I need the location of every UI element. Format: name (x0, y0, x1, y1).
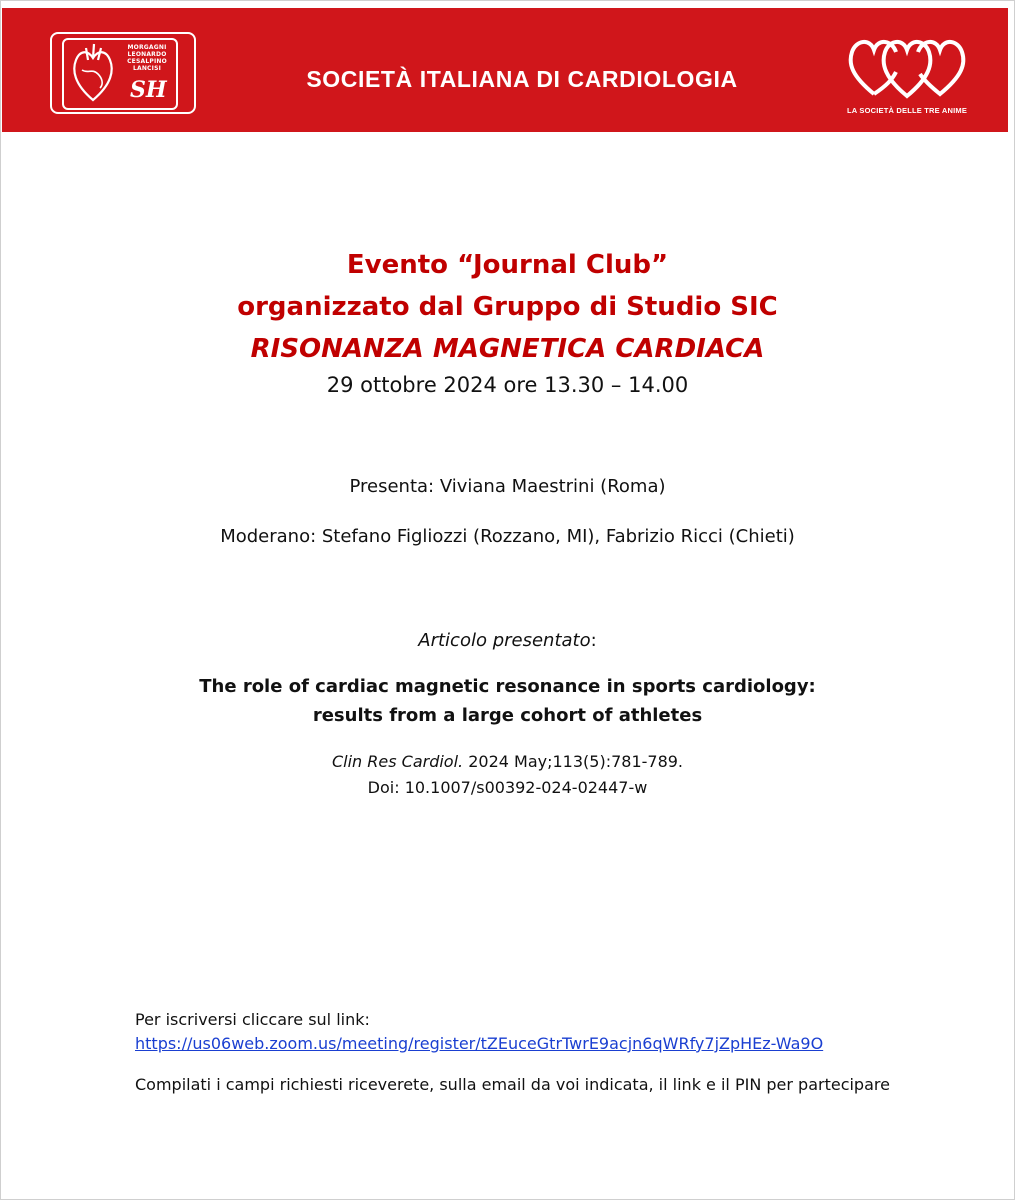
event-organizer: organizzato dal Gruppo di Studio SIC (237, 292, 778, 322)
logo-name: LANCISI (132, 65, 162, 72)
article-citation (0, 752, 1015, 771)
registration-link[interactable]: https://us06web.zoom.us/meeting/register/tZEuceGtrTwrE9acjn6qWRfy7jZpHEz-Wa9O (135, 1034, 824, 1053)
three-hearts-icon (846, 34, 968, 100)
registration-note: Compilati i campi richiesti riceverete, sulla email da voi indicata, il link e il PIN per partecipare (135, 1075, 890, 1094)
logo-name: CESALPINO (127, 58, 167, 65)
citation-details: 2024 May;113(5):781-789. (463, 752, 684, 771)
event-date: 29 ottobre 2024 ore 13.30 – 14.00 (326, 373, 689, 397)
registration-intro: Per iscriversi cliccare sul link: (135, 1010, 370, 1029)
logo-name: MORGAGNI (127, 44, 167, 51)
header-banner (2, 8, 1008, 132)
article-title-line1: The role of cardiac magnetic resonance in sports cardiology: (199, 676, 816, 697)
article-title-line2: results from a large cohort of athletes (312, 705, 703, 726)
logo-monogram: SH (130, 77, 167, 103)
sic-historic-logo (50, 32, 196, 114)
logo-tagline: LA SOCIETÀ DELLE TRE ANIME (846, 106, 968, 115)
heart-anatomy-icon (68, 40, 118, 104)
journal-name: Clin Res Cardiol. (331, 752, 464, 771)
event-title: Evento “Journal Club” (346, 250, 669, 280)
article-label-row (0, 630, 1015, 651)
moderators: Moderano: Stefano Figliozzi (Rozzano, MI), Fabrizio Ricci (Chieti) (220, 526, 795, 547)
tre-anime-logo (842, 34, 972, 124)
study-group-name: RISONANZA MAGNETICA CARDIACA (250, 334, 765, 364)
logo-name: LEONARDO (127, 51, 167, 58)
logo-names (122, 44, 172, 72)
article-label-colon: : (590, 630, 597, 651)
article-doi: Doi: 10.1007/s00392-024-02447-w (367, 778, 648, 797)
organization-title: SOCIETÀ ITALIANA DI CARDIOLOGIA (306, 66, 738, 92)
article-label: Articolo presentato (418, 630, 591, 651)
presenter: Presenta: Viviana Maestrini (Roma) (349, 476, 666, 497)
